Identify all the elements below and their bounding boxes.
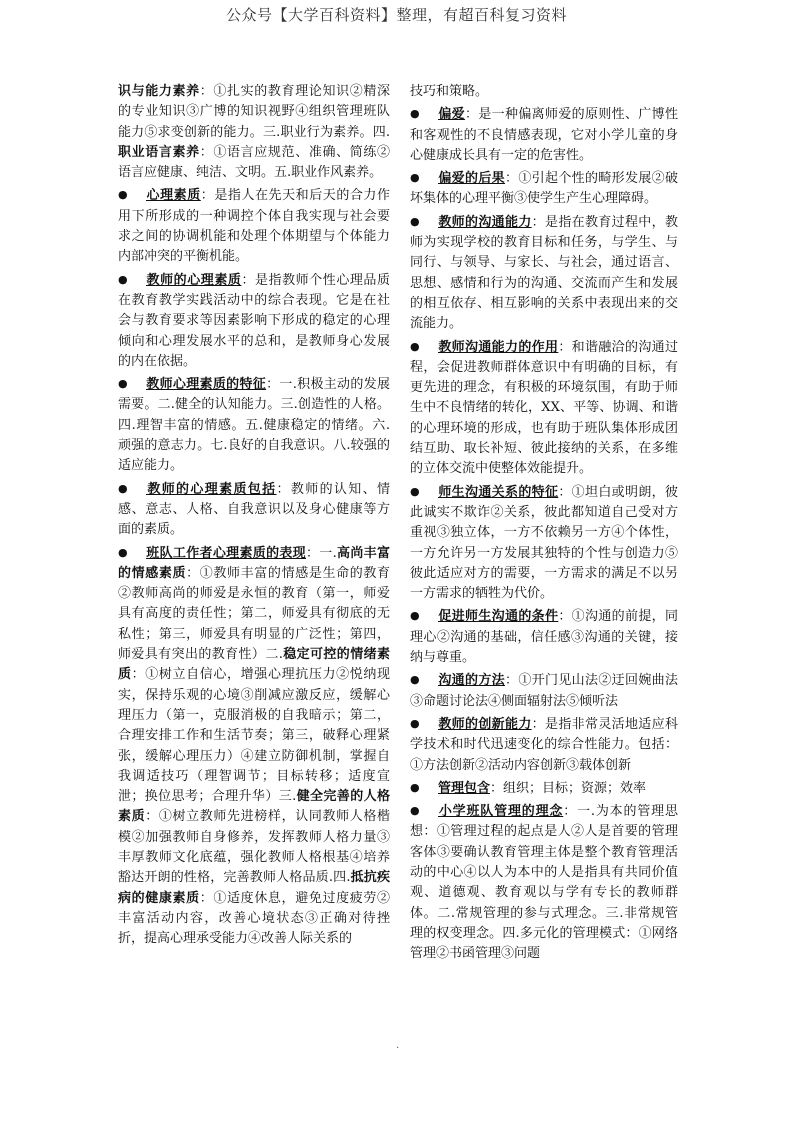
term-heading: 教师心理素质的特征 xyxy=(146,377,267,393)
body-text: ：①教师丰富的情感是生命的教育②教师高尚的师爱是永恒的教育（第一，师爱具有高度的责任性；第二，师爱具有彻底的无私性；第三，师爱具有明显的广泛性；第四，师爱具有突出的教育性）二. xyxy=(118,565,390,663)
bullet-dot-icon: ● xyxy=(118,272,128,286)
term-heading: 偏爱的后果 xyxy=(438,171,505,187)
term-heading: 心理素质 xyxy=(146,188,201,204)
bullet-dot-icon: ● xyxy=(118,481,128,495)
bullet-entry xyxy=(410,482,678,605)
term-heading: 教师的心理素质包括 xyxy=(146,481,277,497)
bullet-dot-icon: ● xyxy=(118,545,128,559)
bold-subheading: 稳定可控的情绪素质 xyxy=(118,647,390,683)
bullet-dot-icon: ● xyxy=(410,673,420,687)
bullet-dot-icon: ● xyxy=(118,377,128,391)
bullet-entry xyxy=(410,606,678,668)
bullet-dot-icon: ● xyxy=(410,107,420,121)
term-heading: 班队工作者心理素质的表现 xyxy=(146,545,306,561)
bullet-dot-icon: ● xyxy=(410,484,420,498)
bold-subheading: 高尚丰富的情感素质 xyxy=(118,545,390,581)
body-text: ：组织；目标；资源；效率 xyxy=(490,780,647,796)
term-heading: 教师的沟通能力 xyxy=(438,214,532,230)
body-text: ：①扎实的教育理论知识②精深的专业知识③广博的知识视野④组织管理班队能力⑤求变创新的能力。三.职业行为素养。四. xyxy=(118,84,390,140)
continued-paragraph xyxy=(118,82,390,183)
term-heading: 小学班队管理的理念 xyxy=(438,804,564,820)
body-text: ：①树立教师先进榜样，认同教师人格楷模②加强教师自身修养，发挥教师人格力量③丰厚教师文化底蕴，强化教师人格根基④培养豁达开朗的性格，完善教师人格品质.四. xyxy=(118,809,390,886)
bullet-entry xyxy=(410,337,678,480)
bullet-entry xyxy=(410,670,678,712)
bullet-entry xyxy=(118,374,390,476)
body-text: ：①开门见山法②迂回婉曲法③命题讨论法④侧面辐射法⑤倾听法 xyxy=(410,673,678,709)
bullet-dot-icon: ● xyxy=(410,609,420,623)
bullet-entry xyxy=(118,543,390,950)
bold-subheading: 抵抗疾病的健康素质 xyxy=(118,870,390,906)
body-text: ：①语言应规范、准确、简练②语言应健康、纯洁、文明。五.职业作风素养。 xyxy=(118,144,390,181)
continued-paragraph xyxy=(410,82,678,102)
body-text: ：是一种偏离师爱的原则性、广博性和客观性的不良情感表现，它对小学儿童的身心健康成长具有一定的危害性。 xyxy=(410,107,678,163)
bold-subheading: 职业语言素养 xyxy=(118,144,200,160)
bold-subheading: 健全完善的人格素质 xyxy=(118,789,390,825)
body-text: ：一. xyxy=(306,545,337,561)
body-text: ：是指在教育过程中，教师为实现学校的教育目标和任务，与学生、与同行、与领导、与家长、与社会，通过语言、思想、感情和行为的沟通、交流而产生和发展的相互依存、相互影响的关系中表现出来的交流能力。 xyxy=(410,214,678,332)
bullet-dot-icon: ● xyxy=(410,716,420,730)
bullet-dot-icon: ● xyxy=(410,804,420,818)
bullet-entry xyxy=(410,104,678,166)
term-heading: 促进师生沟通的条件 xyxy=(438,609,559,625)
term-heading: 沟通的方法 xyxy=(438,673,505,689)
term-heading: 教师沟通能力的作用 xyxy=(438,339,559,355)
bullet-entry xyxy=(118,479,390,541)
bold-subheading: 识与能力素养 xyxy=(118,84,200,99)
term-heading: 管理包含 xyxy=(438,780,491,796)
body-text: ：是指非常灵活地适应科学技术和时代迅速变化的综合性能力。包括：①方法创新②活动内容创新③载体创新 xyxy=(410,716,678,773)
bullet-entry xyxy=(410,212,678,335)
bullet-entry xyxy=(410,168,678,210)
body-text: ：①树立自信心，增强心理抗压力②悦纳现实，保持乐观的心境③削减应激反应，缓解心理压力（第一，克服消极的自我暗示；第二，合理安排工作和生活节奏；第三，破释心理紧张，缓解心理压力）④建立防御机制，掌握自我调适技巧（理智调节；目标转移；适度宣泄；换位思考；合理升华）三. xyxy=(118,667,390,805)
left-column xyxy=(118,82,390,951)
term-heading: 教师的心理素质 xyxy=(146,272,242,288)
body-text: ：①坦白或明朗，彼此诚实不欺诈②关系，彼此都知道自己受对方重视③独立体，一方不依赖另一方④个体性，一方允许另一方发展其独特的个性与创造力⑤彼此适应对方的需要，一方需求的满足不以另一方需求的牺牲为代价。 xyxy=(410,484,678,602)
bullet-entry xyxy=(410,801,678,964)
term-heading: 偏爱 xyxy=(438,107,465,123)
bullet-dot-icon: ● xyxy=(410,780,420,794)
body-text: ：①引起个性的畸形发展②破坏集体的心理平衡③使学生产生心理障碍。 xyxy=(410,171,678,207)
body-text: 技巧和策略。 xyxy=(410,84,489,99)
body-text: ：一.为本的管理思想：①管理过程的起点是人②人是首要的管理客体③要确认教育管理主体是整个教育管理活动的中心④以人为本中的人是指具有共同价值观、道德观、教育观以与学有专长的教师群体。二.常规管理的参与式理念。三.非常规管理的权变理念。四.多元化的管理模式：①网络管理②书函管理③问题 xyxy=(410,804,678,962)
bullet-entry xyxy=(410,778,678,799)
body-text: ：①沟通的前提，同理心②沟通的基础，信任感③沟通的关键，接纳与尊重。 xyxy=(410,609,678,666)
body-text: ：一.积极主动的发展需要。二.健全的认知能力。三.创造性的人格。四.理智丰富的情感。五.健康稳定的情绪。六.顽强的意志力。七.良好的自我意识。八.较强的适应能力。 xyxy=(118,377,390,474)
body-text: ：是指人在先天和后天的合力作用下所形成的一种调控个体自我实现与社会要求之间的协调机能和处理个体期望与个体能力内部冲突的平衡机能。 xyxy=(118,188,390,265)
bullet-dot-icon: ● xyxy=(410,339,420,353)
term-heading: 师生沟通关系的特征 xyxy=(438,484,559,500)
body-text: ：教师的认知、情感、意志、人格、自我意识以及身心健康等方面的素质。 xyxy=(118,481,390,538)
term-heading: 教师的创新能力 xyxy=(438,716,532,732)
bullet-entry xyxy=(118,270,390,372)
body-text: ：是指教师个性心理品质在教育教学实践活动中的综合表现。它是在社会与教育要求等因素影响下形成的稳定的心理倾向和心理发展水平的总和，是教师身心发展的内在依据。 xyxy=(118,272,390,369)
bullet-entry xyxy=(118,185,390,267)
page-footer-mark: . xyxy=(396,1040,400,1051)
bullet-entry xyxy=(410,714,678,776)
bullet-dot-icon: ● xyxy=(410,214,420,228)
bullet-dot-icon: ● xyxy=(118,188,128,202)
right-column xyxy=(410,82,678,966)
body-text: ：①适度休息，避免过度疲劳②丰富活动内容，改善心境状态③正确对待挫折，提高心理承受能力④改善人际关系的 xyxy=(118,890,390,947)
bullet-dot-icon: ● xyxy=(410,171,420,185)
page-header: 公众号【大学百科资料】整理，有超百科复习资料 xyxy=(225,6,567,24)
body-text: ：和谐融洽的沟通过程，会促进教师群体意识中有明确的目标，有更先进的理念，有积极的环境氛围，有助于师生中不良情绪的转化，XX、平等、协调、和谐的心理环境的形成，也有助于班队集体形成团结互助、取长补短、彼此接纳的关系，在多维的立体交流中使整体效能提升。 xyxy=(410,339,678,477)
